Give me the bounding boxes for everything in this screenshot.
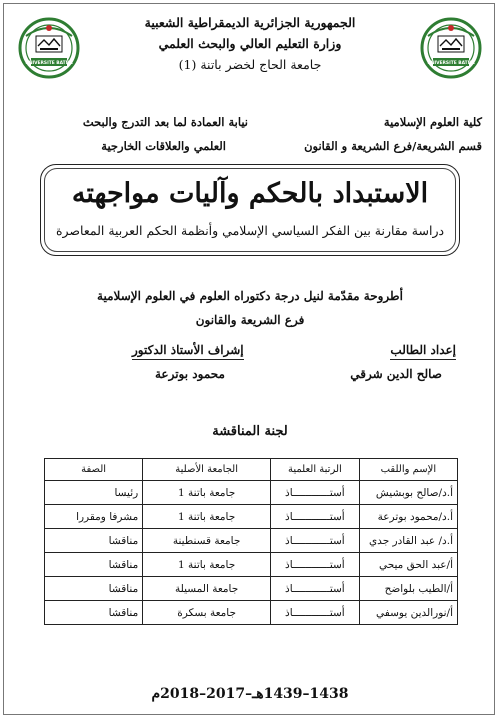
member-name: أ/الطيب بلواضح [359, 577, 457, 601]
student-name: صالح الدين شرقي [350, 367, 442, 381]
thesis-description [40, 284, 460, 332]
member-university: جامعة بسكرة [143, 601, 271, 625]
member-university: جامعة باتنة 1 [143, 481, 271, 505]
header-block [110, 12, 390, 75]
member-university: جامعة باتنة 1 [143, 553, 271, 577]
header-university: جامعة الحاج لخضر باتنة (1) [178, 57, 322, 72]
university-logo-left [16, 16, 82, 80]
thesis-branch: فرع الشريعة والقانون [195, 313, 305, 327]
header-ministry: وزارة التعليم العالي والبحث العلمي [158, 36, 342, 51]
member-role: مناقشا [45, 553, 143, 577]
member-role: مناقشا [45, 577, 143, 601]
committee-header-row [45, 459, 458, 481]
member-name: أ.د/صالح بوبشيش [359, 481, 457, 505]
column-header-role: الصفة [45, 459, 143, 481]
logo-caption: UNIVERSITE BATNA [427, 61, 475, 67]
title-box [40, 164, 460, 256]
faculty-block [252, 110, 482, 158]
student-label: إعداد الطالب [390, 342, 456, 360]
supervisor-name: محمود بوترعة [155, 367, 225, 381]
table-row [45, 529, 458, 553]
member-role: مناقشا [45, 529, 143, 553]
thesis-degree: أطروحة مقدّمة لنيل درجة دكتوراه العلوم في العلوم الإسلامية [97, 289, 403, 303]
committee-table [44, 458, 458, 625]
academic-year: 1438–1439هـ–2017–2018م [151, 686, 349, 702]
member-university: جامعة قسنطينة [143, 529, 271, 553]
member-name: أ/نورالدين يوسفي [359, 601, 457, 625]
member-role: مناقشا [45, 601, 143, 625]
university-logo-right [418, 16, 484, 80]
table-row [45, 553, 458, 577]
column-header-university: الجامعة الأصلية [143, 459, 271, 481]
table-row [45, 601, 458, 625]
logo-caption: UNIVERSITE BATNA [25, 61, 73, 67]
member-rank: أستــــــــــــاذ [271, 529, 360, 553]
member-rank: أستــــــــــــاذ [271, 505, 360, 529]
supervisor-label: إشراف الأستاذ الدكتور [132, 342, 244, 360]
member-rank: أستــــــــــــاذ [271, 553, 360, 577]
member-university: جامعة باتنة 1 [143, 505, 271, 529]
department-name: قسم الشريعة/فرع الشريعة و القانون [304, 139, 482, 153]
table-row [45, 481, 458, 505]
deanship-block [18, 110, 248, 158]
column-header-name: الإسم واللقب [359, 459, 457, 481]
faculty-name: كلية العلوم الإسلامية [383, 115, 482, 129]
member-name: أ.د/ عبد القادر جدي [359, 529, 457, 553]
table-row [45, 577, 458, 601]
member-role: مشرفا ومقررا [45, 505, 143, 529]
member-university: جامعة المسيلة [143, 577, 271, 601]
member-name: أ/عبد الحق ميحي [359, 553, 457, 577]
member-rank: أستــــــــــــاذ [271, 481, 360, 505]
thesis-title: الاستبداد بالحكم وآليات مواجهته [71, 178, 429, 209]
member-rank: أستــــــــــــاذ [271, 601, 360, 625]
member-name: أ.د/محمود بوترعة [359, 505, 457, 529]
member-rank: أستــــــــــــاذ [271, 577, 360, 601]
table-row [45, 505, 458, 529]
deanship-line-2: العلمي والعلاقات الخارجية [101, 139, 226, 153]
column-header-rank: الرتبة العلمية [271, 459, 360, 481]
member-role: رئيسا [45, 481, 143, 505]
header-republic: الجمهورية الجزائرية الديمقراطية الشعبية [144, 15, 356, 30]
committee-title: لجنة المناقشة [212, 424, 288, 439]
deanship-line-1: نيابة العمادة لما بعد التدرج والبحث [82, 115, 248, 129]
thesis-subtitle: دراسة مقارنة بين الفكر السياسي الإسلامي وأنظمة الحكم العربية المعاصرة [55, 223, 445, 238]
